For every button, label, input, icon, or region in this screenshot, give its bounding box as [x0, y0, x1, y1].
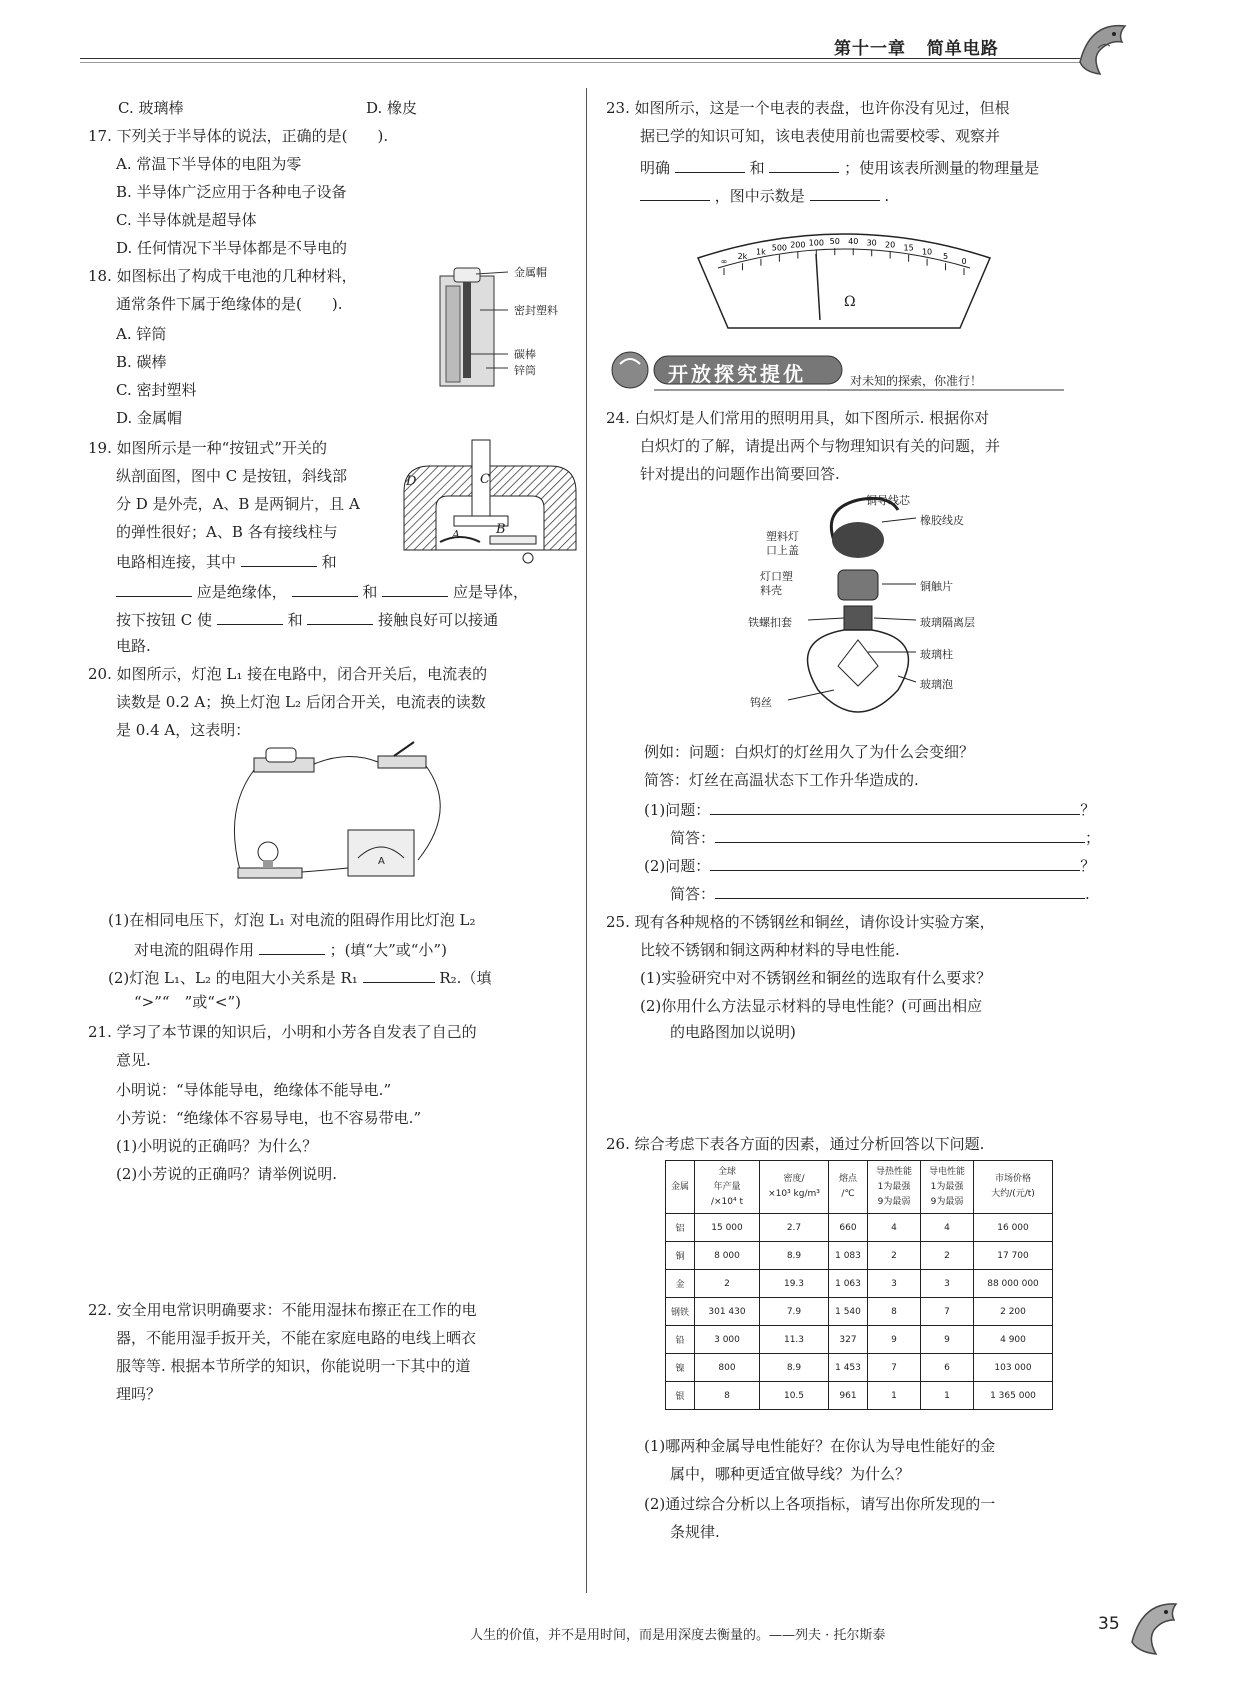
bulb-label-tungsten: 钨丝: [750, 696, 772, 709]
page-number: 35: [1098, 1614, 1120, 1634]
table-header-cell: 导热性能 1为最强 9为最弱: [868, 1161, 921, 1214]
battery-label-rod: 碳棒: [514, 348, 536, 361]
table-cell: 6: [921, 1354, 974, 1382]
dolphin-footer-icon: [1124, 1592, 1194, 1662]
table-cell: 钢铁: [666, 1298, 695, 1326]
table-cell: 17 700: [974, 1242, 1053, 1270]
q18-line2: 通常条件下属于绝缘体的是( ).: [116, 295, 343, 313]
table-header-cell: 市场价格 大约/(元/t): [974, 1161, 1053, 1214]
table-cell: 8 000: [695, 1242, 760, 1270]
table-cell: 301 430: [695, 1298, 760, 1326]
table-cell: 11.3: [760, 1326, 829, 1354]
battery-label-seal: 密封塑料: [514, 304, 558, 317]
q25-line2: 比较不锈钢和铜这两种材料的导电性能.: [640, 941, 900, 959]
q20-line3: 是 0.4 A，这表明：: [116, 721, 251, 739]
dial-tick-label: 200: [790, 240, 806, 250]
table-cell: 2: [921, 1242, 974, 1270]
chapter-number: 第十一章: [834, 39, 906, 59]
ammeter-label: A: [378, 856, 385, 867]
table-cell: 1: [921, 1382, 974, 1410]
metals-table: [665, 1160, 1053, 1410]
table-cell: 2.7: [760, 1214, 829, 1242]
push-button-switch-figure: [400, 436, 580, 566]
q21-sub1: (1)小明说的正确吗？为什么？: [116, 1137, 318, 1155]
table-cell: 15 000: [695, 1214, 760, 1242]
table-cell: 88 000 000: [974, 1270, 1053, 1298]
table-cell: 4 900: [974, 1326, 1053, 1354]
table-header-cell: 密度/ ×10³ kg/m³: [760, 1161, 829, 1214]
q26-sub1-line2: 属中，哪种更适宜做导线？为什么？: [670, 1465, 911, 1483]
table-cell: 3: [921, 1270, 974, 1298]
table-cell: 103 000: [974, 1354, 1053, 1382]
table-cell: 铝: [666, 1214, 695, 1242]
q19-blank-1[interactable]: [241, 550, 317, 567]
table-cell: 8.9: [760, 1242, 829, 1270]
table-cell: 7: [868, 1354, 921, 1382]
dial-tick-label: 500: [771, 243, 788, 253]
table-cell: 1 453: [829, 1354, 868, 1382]
q22-line1: 22. 安全用电常识明确要求：不能用湿抹布擦正在工作的电: [88, 1301, 477, 1319]
switch-label-a: A: [452, 528, 460, 541]
table-cell: 7: [921, 1298, 974, 1326]
q19-blank-3[interactable]: [292, 580, 358, 597]
bulb-label-contact: 铜触片: [920, 580, 953, 593]
bulb-label-plastic-cap: 塑料灯 口上盖: [766, 530, 799, 557]
table-row: [666, 1354, 1053, 1382]
dial-tick-label: 5: [942, 252, 949, 262]
table-cell: 铜: [666, 1242, 695, 1270]
switch-label-c: C: [480, 472, 490, 487]
q23-line3: 明确 和 ；使用该表所测量的物理量是: [640, 156, 1039, 178]
q23-line4: ，图中示数是 .: [640, 184, 889, 206]
q21-line1: 21. 学习了本节课的知识后，小明和小芳各自发表了自己的: [88, 1023, 477, 1041]
chapter-title: 简单电路: [926, 39, 999, 59]
table-row: [666, 1298, 1053, 1326]
q19-line2: 纵剖面图，图中 C 是按钮，斜线部: [116, 467, 348, 485]
q18-option-a: A. 锌筒: [116, 325, 167, 343]
q24-example-answer: 简答：灯丝在高温状态下工作升华造成的.: [644, 771, 919, 789]
q21-ming: 小明说：“导体能导电，绝缘体不能导电.”: [116, 1081, 392, 1099]
q20-line1: 20. 如图所示，灯泡 L₁ 接在电路中，闭合开关后，电流表的: [88, 665, 488, 683]
q18-option-c: C. 密封塑料: [116, 381, 197, 399]
table-cell: 1: [868, 1382, 921, 1410]
q26-line1: 26. 综合考虑下表各方面的因素，通过分析回答以下问题.: [606, 1135, 985, 1153]
q24-blank-2[interactable]: [715, 826, 1085, 843]
table-header-cell: 导电性能 1为最强 9为最弱: [921, 1161, 974, 1214]
q23-blank-1[interactable]: [675, 156, 745, 173]
q23-blank-4[interactable]: [810, 184, 880, 201]
q24-part2-question: (2)问题： ？: [644, 854, 1095, 876]
battery-figure: [436, 264, 586, 390]
bulb-label-glass-sep: 玻璃隔离层: [920, 616, 975, 629]
table-cell: 4: [868, 1214, 921, 1242]
q24-blank-1[interactable]: [710, 798, 1080, 815]
q20-line2: 读数是 0.2 A；换上灯泡 L₂ 后闭合开关，电流表的读数: [116, 693, 486, 711]
q19-blank-6[interactable]: [307, 608, 373, 625]
q19-line8: 电路.: [116, 637, 151, 655]
column-divider: [586, 88, 587, 1593]
q16-option-c: C. 玻璃棒: [118, 99, 184, 117]
q17-option-d: D. 任何情况下半导体都是不导电的: [116, 239, 348, 257]
dial-tick-label: 15: [903, 243, 914, 253]
q19-line4: 的弹性很好；A、B 各有接线柱与: [116, 523, 338, 541]
q25-sub1: (1)实验研究中对不锈钢丝和铜丝的选取有什么要求？: [640, 969, 992, 987]
q24-line2: 白炽灯的了解，请提出两个与物理知识有关的问题，并: [640, 437, 1001, 455]
q23-line2: 据已学的知识可知，该电表使用前也需要校零、观察并: [640, 127, 1001, 145]
table-cell: 9: [921, 1326, 974, 1354]
q16-option-d: D. 橡皮: [366, 99, 418, 117]
q24-blank-4[interactable]: [715, 882, 1085, 899]
table-cell: 银: [666, 1382, 695, 1410]
q17-stem: 17. 下列关于半导体的说法，正确的是( ).: [88, 127, 389, 145]
battery-label-cap: 金属帽: [514, 266, 547, 279]
q26-sub2-line2: 条规律.: [670, 1523, 720, 1541]
incandescent-bulb-figure: [748, 490, 1028, 720]
circuit-figure: [228, 740, 448, 890]
table-cell: 800: [695, 1354, 760, 1382]
q25-line1: 25. 现有各种规格的不锈钢丝和铜丝，请你设计实验方案，: [606, 913, 995, 931]
q23-line1: 23. 如图所示，这是一个电表的表盘，也许你没有见过，但根: [606, 99, 1010, 117]
table-cell: 1 365 000: [974, 1382, 1053, 1410]
q17-option-c: C. 半导体就是超导体: [116, 211, 257, 229]
switch-label-d: D: [406, 474, 417, 489]
table-row: [666, 1242, 1053, 1270]
q24-part1-answer: 简答： ；: [670, 826, 1100, 848]
q22-line4: 理吗？: [116, 1385, 162, 1403]
table-row: [666, 1382, 1053, 1410]
table-cell: 3 000: [695, 1326, 760, 1354]
dial-tick-label: 50: [829, 237, 840, 247]
table-cell: 660: [829, 1214, 868, 1242]
dial-tick-label: ∞: [720, 257, 728, 266]
q19-line7: 按下按钮 C 使 和 接触良好可以接通: [116, 608, 498, 630]
chapter-header: [834, 34, 999, 59]
dial-tick-label: 2k: [737, 252, 748, 262]
table-cell: 9: [868, 1326, 921, 1354]
table-cell: 1 063: [829, 1270, 868, 1298]
q21-sub2: (2)小芳说的正确吗？请举例说明.: [116, 1165, 338, 1183]
table-cell: 4: [921, 1214, 974, 1242]
section-banner: [608, 350, 1068, 394]
q23-blank-3[interactable]: [640, 184, 710, 201]
dial-unit-omega: Ω: [844, 294, 856, 310]
q20-sub1-line2: 对电流的阻碍作用 ；(填“大”或“小”): [134, 938, 447, 960]
dial-tick-label: 20: [885, 240, 896, 250]
q21-fang: 小芳说：“绝缘体不容易导电，也不容易带电.”: [116, 1109, 422, 1127]
q26-sub2-line1: (2)通过综合分析以上各项指标，请写出你所发现的一: [644, 1495, 996, 1513]
q26-sub1-line1: (1)哪两种金属导电性能好？在你认为导电性能好的金: [644, 1437, 996, 1455]
q20-sub2-line2: “>”“ ”或“<”): [134, 993, 241, 1011]
table-cell: 2: [695, 1270, 760, 1298]
q22-line2: 器，不能用湿手扳开关，不能在家庭电路的电线上晒衣: [116, 1329, 477, 1347]
dial-tick-label: 40: [848, 237, 859, 247]
table-cell: 1 540: [829, 1298, 868, 1326]
table-header-cell: 全球 年产量 /×10⁴ t: [695, 1161, 760, 1214]
q24-example-question: 例如：问题：白炽灯的灯丝用久了为什么会变细？: [644, 743, 975, 761]
table-header-cell: 金属: [666, 1161, 695, 1214]
banner-title: 开放探究提优: [668, 362, 806, 386]
table-cell: 961: [829, 1382, 868, 1410]
bulb-label-iron: 铁螺扣套: [748, 616, 792, 629]
bulb-label-core: 铜导线芯: [866, 494, 910, 507]
footer-quote: 人生的价值，并不是用时间，而是用深度去衡量的。——列夫 · 托尔斯泰: [470, 1628, 886, 1643]
table-cell: 7.9: [760, 1298, 829, 1326]
ohmmeter-dial-figure: [694, 216, 994, 332]
switch-label-b: B: [496, 522, 506, 537]
table-cell: 10.5: [760, 1382, 829, 1410]
table-cell: 铅: [666, 1326, 695, 1354]
q20-sub1-line1: (1)在相同电压下，灯泡 L₁ 对电流的阻碍作用比灯泡 L₂: [108, 911, 476, 929]
table-cell: 2 200: [974, 1298, 1053, 1326]
bulb-label-rubber: 橡胶线皮: [920, 514, 964, 527]
table-row: [666, 1326, 1053, 1354]
q17-option-a: A. 常温下半导体的电阻为零: [116, 155, 302, 173]
q18-option-b: B. 碳棒: [116, 353, 167, 371]
q24-line1: 24. 白炽灯是人们常用的照明用具，如下图所示. 根据你对: [606, 409, 990, 427]
q24-blank-3[interactable]: [710, 854, 1080, 871]
dial-tick-label: 100: [808, 238, 824, 248]
q19-blank-2[interactable]: [116, 580, 192, 597]
q25-sub2-line1: (2)你用什么方法显示材料的导电性能？(可画出相应: [640, 997, 983, 1015]
q20-blank-2[interactable]: [363, 966, 435, 983]
q19-line3: 分 D 是外壳，A、B 是两铜片，且 A: [116, 495, 360, 513]
table-cell: 3: [868, 1270, 921, 1298]
table-cell: 16 000: [974, 1214, 1053, 1242]
table-row: [666, 1270, 1053, 1298]
q25-sub2-line2: 的电路图加以说明): [670, 1023, 796, 1041]
dial-tick-label: 10: [921, 247, 933, 257]
table-cell: 8.9: [760, 1354, 829, 1382]
bulb-label-glass-col: 玻璃柱: [920, 648, 953, 661]
q20-blank-1[interactable]: [259, 938, 325, 955]
dial-tick-label: 0: [961, 257, 967, 266]
table-header-cell: 熔点 /℃: [829, 1161, 868, 1214]
table-row: [666, 1214, 1053, 1242]
q19-blank-4[interactable]: [382, 580, 448, 597]
q22-line3: 服等等. 根据本节所学的知识，你能说明一下其中的道: [116, 1357, 471, 1375]
q20-sub2-line1: (2)灯泡 L₁、L₂ 的电阻大小关系是 R₁ R₂.（填: [108, 966, 491, 988]
table-cell: 镍: [666, 1354, 695, 1382]
table-cell: 8: [695, 1382, 760, 1410]
q21-line2: 意见.: [116, 1051, 151, 1069]
battery-label-zinc: 锌筒: [514, 364, 536, 377]
q19-line1: 19. 如图所示是一种“按钮式”开关的: [88, 439, 327, 457]
q24-part1-question: (1)问题： ？: [644, 798, 1095, 820]
q24-part2-answer: 简答： .: [670, 882, 1090, 904]
table-cell: 8: [868, 1298, 921, 1326]
dial-tick-label: 30: [866, 238, 877, 248]
q23-blank-2[interactable]: [769, 156, 839, 173]
bulb-label-glass-bulb: 玻璃泡: [920, 678, 953, 691]
banner-slogan: 对未知的探索，你准行！: [850, 374, 983, 388]
q18-option-d: D. 金属帽: [116, 409, 183, 427]
table-cell: 2: [868, 1242, 921, 1270]
q19-blank-5[interactable]: [217, 608, 283, 625]
table-cell: 1 083: [829, 1242, 868, 1270]
q19-line5: 电路相连接，其中 和: [116, 550, 337, 572]
table-cell: 19.3: [760, 1270, 829, 1298]
dolphin-logo-icon: [1070, 12, 1140, 84]
table-cell: 327: [829, 1326, 868, 1354]
q19-line6: 应是绝缘体， 和 应是导体，: [116, 580, 528, 602]
table-cell: 金: [666, 1270, 695, 1298]
bulb-label-cap-shell: 灯口塑 料壳: [760, 570, 793, 597]
q18-line1: 18. 如图标出了构成干电池的几种材料，: [88, 267, 357, 285]
header-rule-thin: [80, 62, 1080, 63]
dial-tick-label: 1k: [756, 247, 766, 257]
q24-line3: 针对提出的问题作出简要回答.: [640, 465, 840, 483]
q17-option-b: B. 半导体广泛应用于各种电子设备: [116, 183, 347, 201]
